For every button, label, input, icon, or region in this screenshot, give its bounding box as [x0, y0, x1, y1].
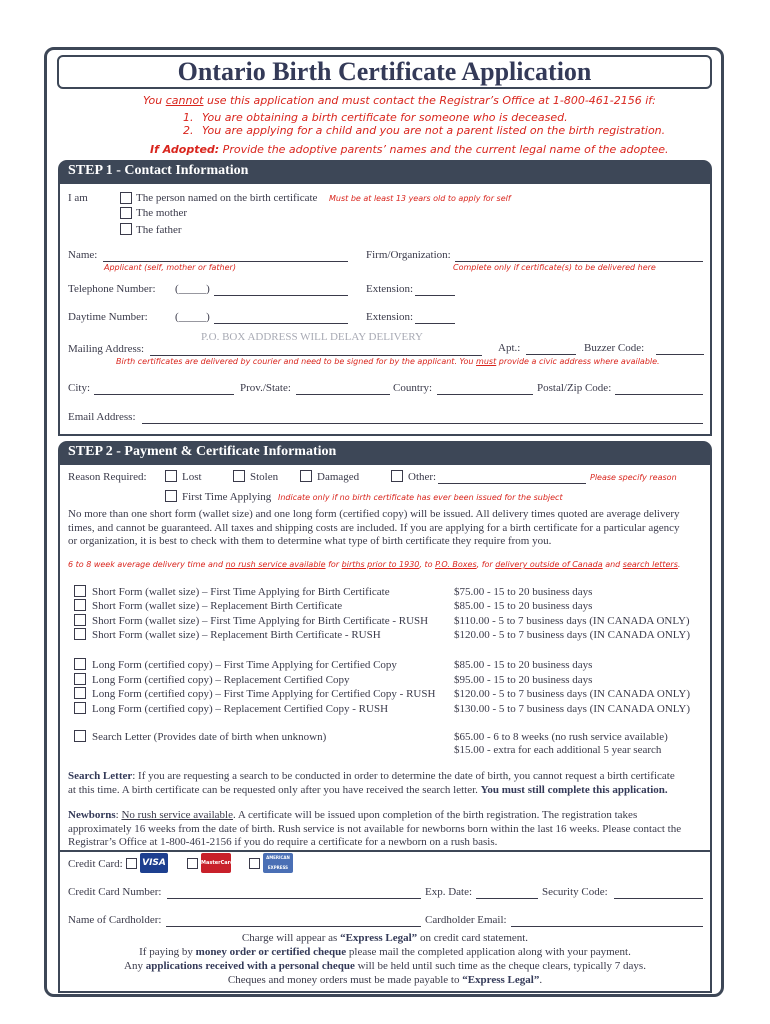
delivery-paragraph [68, 508, 680, 549]
long-form-checkbox[interactable] [74, 687, 86, 699]
country-field[interactable] [437, 394, 533, 395]
first-time-note: Indicate only if no birth certificate has ever been issued for the subject [278, 493, 563, 502]
daytime-label: Daytime Number: [68, 311, 148, 323]
step2-header [58, 441, 712, 465]
cc-number-field[interactable] [167, 898, 421, 899]
charge-note [60, 932, 710, 944]
daytime-extension-label: Extension: [366, 311, 414, 323]
cardholder-name-field[interactable] [166, 926, 421, 927]
i-am-label: I am [68, 192, 88, 204]
telephone-extension-label: Extension: [366, 283, 414, 295]
mailing-address-field[interactable] [150, 355, 482, 356]
telephone-area-code[interactable]: (_____) [175, 283, 210, 295]
avg-note-outside-canada: delivery outside of Canada [495, 560, 603, 569]
short-form-checkbox[interactable] [74, 599, 86, 611]
long-form-price: $130.00 - 5 to 7 business days (IN CANADA ONLY) [454, 703, 690, 715]
email-field[interactable] [142, 423, 703, 424]
daytime-extension-field[interactable] [415, 323, 455, 324]
warning-cannot: cannot [165, 94, 204, 107]
self-option-label: The person named on the birth certificate [136, 192, 318, 204]
avg-note-po-boxes: P.O. Boxes [435, 560, 477, 569]
long-form-checkbox[interactable] [74, 702, 86, 714]
reason-other-checkbox[interactable] [391, 470, 403, 482]
po-box-note: P.O. BOX ADDRESS WILL DELAY DELIVERY [201, 331, 423, 343]
self-age-note: Must be at least 13 years old to apply for self [329, 194, 511, 203]
postal-field[interactable] [615, 394, 703, 395]
country-label: Country: [393, 382, 433, 394]
warning-item-1: You are obtaining a birth certificate for someone who is deceased. [202, 111, 568, 124]
average-delivery-note [68, 560, 680, 569]
reason-damaged-label: Damaged [317, 471, 360, 483]
name-field[interactable] [103, 261, 348, 262]
long-form-checkbox[interactable] [74, 658, 86, 670]
mastercard-checkbox[interactable] [187, 858, 198, 869]
newborns-line-3: Registrar’s Office at 1-800-461-2156 if you do require a certificate for a newborn on a rush basis. [68, 836, 498, 848]
short-form-price: $110.00 - 5 to 7 business days (IN CANADA ONLY) [454, 615, 690, 627]
firm-label: Firm/Organization: [366, 249, 451, 261]
security-code-field[interactable] [614, 898, 703, 899]
short-form-price: $75.00 - 15 to 20 business days [454, 586, 593, 598]
security-code-label: Security Code: [542, 886, 608, 898]
newborns-heading: Newborns [68, 809, 116, 821]
search-letter-line-1: : If you are requesting a search to be conducted in order to determine the date of birth, you cannot request a birth certificate [132, 770, 675, 782]
title-box [57, 55, 712, 89]
reason-stolen-checkbox[interactable] [233, 470, 245, 482]
mailing-note-must: must [476, 357, 497, 366]
short-form-price: $85.00 - 15 to 20 business days [454, 600, 593, 612]
short-form-price: $120.00 - 5 to 7 business days (IN CANADA ONLY) [454, 629, 690, 641]
search-letter-price: $65.00 - 6 to 8 weeks (no rush service available) [454, 731, 668, 743]
payable-note-post: . [539, 974, 543, 986]
prov-field[interactable] [296, 394, 390, 395]
reason-other-label: Other: [408, 471, 437, 483]
apt-field[interactable] [526, 354, 576, 355]
charge-note-name: “Express Legal” [340, 932, 418, 944]
reason-lost-label: Lost [182, 471, 202, 483]
short-form-checkbox[interactable] [74, 628, 86, 640]
long-form-price: $95.00 - 15 to 20 business days [454, 674, 593, 686]
money-order-note-pre: If paying by [139, 946, 196, 958]
self-checkbox[interactable] [120, 192, 132, 204]
avg-note-no-rush: no rush service available [225, 560, 326, 569]
cc-number-label: Credit Card Number: [68, 886, 162, 898]
short-form-label: Short Form (wallet size) – First Time Applying for Birth Certificate [92, 586, 390, 598]
personal-cheque-note-post: will be held until such time as the cheque clears, typically 7 days. [354, 960, 646, 972]
search-letter-heading: Search Letter [68, 770, 133, 782]
telephone-label: Telephone Number: [68, 283, 156, 295]
long-form-price: $85.00 - 15 to 20 business days [454, 659, 593, 671]
reason-lost-checkbox[interactable] [165, 470, 177, 482]
search-letter-line-2: at this time. A birth certificate can be requested only after you have received the search letter. [68, 783, 481, 796]
charge-note-pre: Charge will appear as [241, 932, 341, 944]
avg-note-1930: births prior to 1930 [341, 560, 420, 569]
reason-other-field[interactable] [438, 483, 586, 484]
cardholder-name-label: Name of Cardholder: [68, 914, 162, 926]
search-letter-paragraph [68, 770, 675, 797]
newborns-colon: : [115, 809, 122, 821]
delivery-paragraph-line-3: or organization, it is best to check with them to determine what type of birth certificate they require from you. [68, 535, 552, 547]
money-order-note [60, 946, 710, 958]
long-form-price: $120.00 - 5 to 7 business days (IN CANADA ONLY) [454, 688, 690, 700]
mother-option-label: The mother [136, 207, 188, 219]
mastercard-logo-text: MasterCard [201, 860, 234, 866]
personal-cheque-note [60, 960, 710, 972]
step1-header [58, 160, 712, 184]
newborns-no-rush: No rush service available [121, 809, 233, 821]
long-form-label: Long Form (certified copy) – First Time Applying for Certified Copy - RUSH [92, 688, 436, 700]
short-form-label: Short Form (wallet size) – Replacement Birth Certificate [92, 600, 343, 612]
avg-note-search-letters: search letters [622, 560, 678, 569]
reason-label: Reason Required: [68, 471, 147, 483]
payment-divider [60, 850, 710, 852]
father-checkbox[interactable] [120, 223, 132, 235]
cardholder-email-field[interactable] [511, 926, 703, 927]
long-form-label: Long Form (certified copy) – Replacement Certified Copy - RUSH [92, 703, 389, 715]
warning-item-2-num: 2. [183, 124, 194, 137]
mastercard-logo-icon [201, 853, 234, 873]
avg-note-part-3: for [325, 560, 342, 569]
adopted-text: Provide the adoptive parents’ names and the current legal name of the adoptee. [219, 143, 669, 156]
search-letter-label: Search Letter (Provides date of birth when unknown) [92, 731, 327, 743]
long-form-label: Long Form (certified copy) – Replacement Certified Copy [92, 674, 350, 686]
amex-logo-icon [263, 853, 293, 873]
short-form-checkbox[interactable] [74, 585, 86, 597]
step1-panel [58, 184, 712, 436]
short-form-checkbox[interactable] [74, 614, 86, 626]
search-letter-extra-price: $15.00 - extra for each additional 5 year search [454, 744, 662, 756]
step1-title: STEP 1 - Contact Information [68, 163, 249, 178]
reason-stolen-label: Stolen [250, 471, 279, 483]
avg-note-part-7: , for [476, 560, 496, 569]
page-title: Ontario Birth Certificate Application [177, 57, 592, 86]
reason-hint: Please specify reason [590, 473, 677, 482]
short-form-label: Short Form (wallet size) – First Time Applying for Birth Certificate - RUSH [92, 615, 429, 627]
daytime-field[interactable] [214, 323, 348, 324]
delivery-paragraph-line-2: times, and cannot be guaranteed. All taxes and shipping costs are included. If you are applying for a birth certificate for a particular agency [68, 521, 680, 534]
avg-note-part-1: 6 to 8 week average delivery time and [68, 560, 226, 569]
visa-logo-icon [140, 853, 168, 873]
cardholder-email-label: Cardholder Email: [425, 914, 507, 926]
first-time-checkbox[interactable] [165, 490, 177, 502]
daytime-area-code[interactable]: (_____) [175, 311, 210, 323]
charge-note-post: on credit card statement. [417, 932, 529, 944]
warning-item-2: You are applying for a child and you are not a parent listed on the birth registration. [202, 124, 666, 137]
adopted-note [150, 143, 669, 156]
exp-date-field[interactable] [476, 898, 538, 899]
visa-checkbox[interactable] [126, 858, 137, 869]
warning-intro-post: use this application and must contact the Registrar’s Office at 1-800-461-2156 if: [203, 94, 656, 107]
step2-title: STEP 2 - Payment & Certificate Information [68, 444, 337, 459]
payable-note [60, 974, 710, 986]
newborns-line-1: . A certificate will be issued upon completion of the birth registration. The registration takes [232, 809, 638, 821]
postal-label: Postal/Zip Code: [537, 382, 612, 394]
buzzer-label: Buzzer Code: [584, 342, 645, 354]
amex-checkbox[interactable] [249, 858, 260, 869]
money-order-note-bold: money order or certified cheque [195, 946, 347, 958]
mailing-label: Mailing Address: [68, 343, 145, 355]
mailing-note-pre: Birth certificates are delivered by courier and need to be signed for by the applicant. You [116, 357, 477, 366]
visa-logo-text: VISA [142, 858, 166, 868]
adopted-label: If Adopted: [150, 143, 220, 156]
exp-date-label: Exp. Date: [425, 886, 473, 898]
search-letter-complete-note: You must still complete this application. [480, 783, 668, 796]
warning-item-1-num: 1. [183, 111, 194, 124]
personal-cheque-note-pre: Any [124, 960, 146, 972]
telephone-extension-field[interactable] [415, 295, 455, 296]
personal-cheque-note-bold: applications received with a personal cheque [145, 960, 355, 972]
search-letter-checkbox[interactable] [74, 730, 86, 742]
warning-intro [143, 94, 656, 107]
telephone-field[interactable] [214, 295, 348, 296]
mother-checkbox[interactable] [120, 207, 132, 219]
newborns-paragraph [68, 809, 681, 850]
payable-note-pre: Cheques and money orders must be made payable to [227, 974, 463, 986]
city-label: City: [68, 382, 91, 394]
name-hint: Applicant (self, mother or father) [104, 263, 236, 272]
avg-note-part-9: and [602, 560, 623, 569]
name-label: Name: [68, 249, 98, 261]
long-form-label: Long Form (certified copy) – First Time Applying for Certified Copy [92, 659, 397, 671]
delivery-paragraph-line-1: No more than one short form (wallet size) and one long form (certified copy) will be issued. All delivery times quoted are average delivery [68, 508, 680, 520]
father-option-label: The father [136, 224, 182, 236]
avg-note-part-5: , to [419, 560, 436, 569]
prov-label: Prov./State: [240, 382, 291, 394]
first-time-label: First Time Applying [182, 491, 272, 503]
apt-label: Apt.: [498, 342, 521, 354]
firm-hint: Complete only if certificate(s) to be delivered here [453, 263, 656, 272]
email-label: Email Address: [68, 411, 136, 423]
amex-logo-text: AMERICAN EXPRESS [266, 855, 290, 870]
avg-note-period: . [677, 560, 681, 569]
buzzer-field[interactable] [656, 354, 704, 355]
mailing-note-post: provide a civic address where available. [496, 357, 660, 366]
reason-damaged-checkbox[interactable] [300, 470, 312, 482]
firm-field[interactable] [455, 261, 703, 262]
payable-note-name: “Express Legal” [462, 974, 540, 986]
mailing-note [116, 357, 660, 366]
city-field[interactable] [94, 394, 234, 395]
long-form-checkbox[interactable] [74, 673, 86, 685]
credit-card-label: Credit Card: [68, 858, 123, 870]
money-order-note-post: please mail the completed application along with your payment. [346, 946, 631, 958]
short-form-label: Short Form (wallet size) – Replacement Birth Certificate - RUSH [92, 629, 381, 641]
newborns-line-2: approximately 16 weeks from the date of birth. Rush service is not available for newborns born within the last 16 weeks. Please contact the [68, 822, 682, 835]
warning-intro-pre: You [143, 94, 166, 107]
